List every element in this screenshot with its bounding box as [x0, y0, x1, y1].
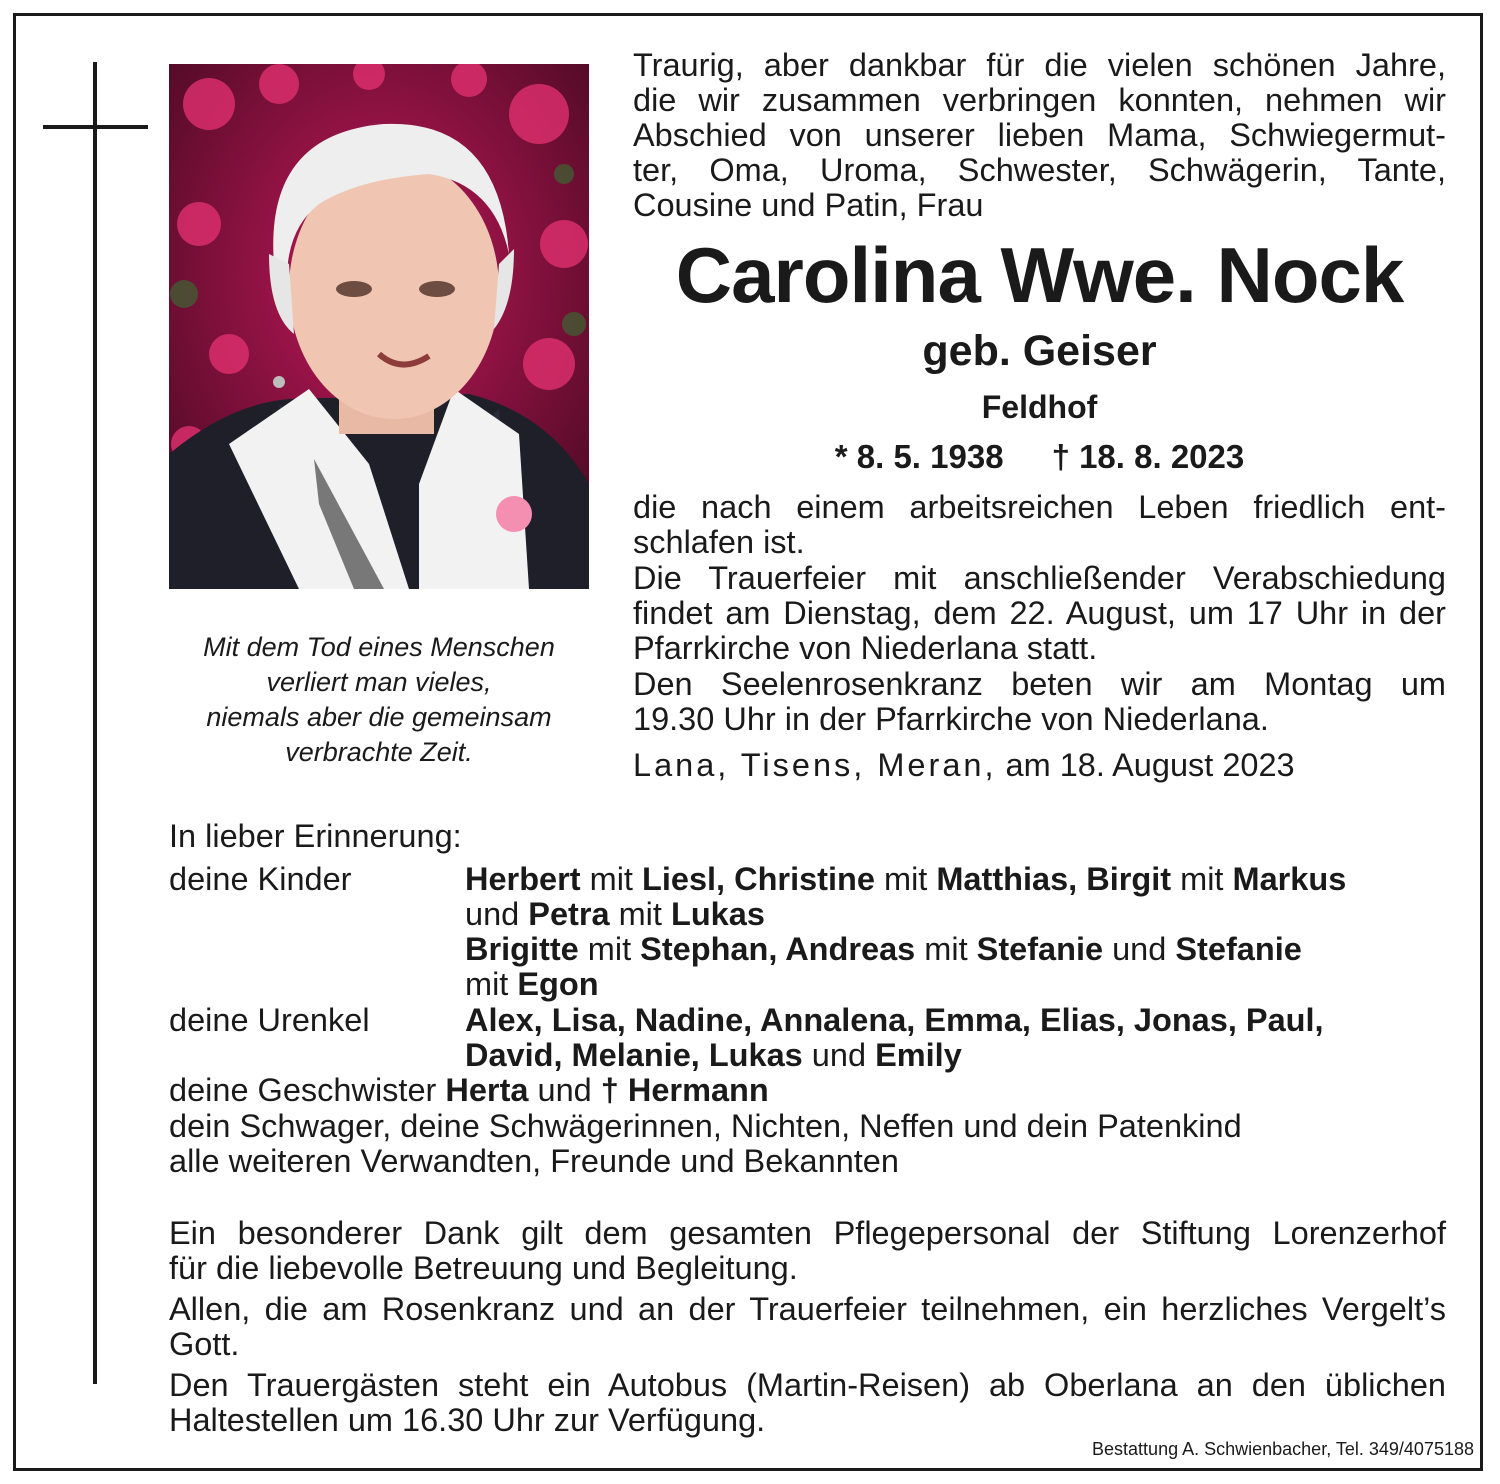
birth-name: geb. Geiser: [922, 327, 1157, 375]
thanks-line: für die liebevolle Betreuung und Begleitung.: [169, 1250, 798, 1286]
intro-line: die wir zusammen verbringen konnten, nehmen wir: [633, 82, 1446, 118]
thanks-line: Gott.: [169, 1326, 240, 1362]
urenkel-line: David, Melanie, Lukas und Emily: [465, 1037, 962, 1073]
body-line: Pfarrkirche von Niederlana statt.: [633, 630, 1098, 666]
deceased-name: Carolina Wwe. Nock: [675, 231, 1404, 319]
funeral-home-footer: Bestattung A. Schwienbacher, Tel. 349/4075188: [1092, 1439, 1474, 1459]
location: Lana, Tisens, Meran,: [633, 747, 997, 783]
farm-name: Feldhof: [981, 389, 1098, 425]
location-date: [633, 748, 1295, 784]
kinder-line: und Petra mit Lukas: [465, 896, 765, 932]
memorial-quote: [169, 630, 589, 770]
body-line: findet am Dienstag, dem 22. August, um 17 Uhr in der: [633, 595, 1446, 631]
urenkel-line: Alex, Lisa, Nadine, Annalena, Emma, Elias, Jonas, Paul,: [465, 1002, 1324, 1038]
geschwister-label: deine Geschwister: [169, 1072, 437, 1108]
body-line: 19.30 Uhr in der Pfarrkirche von Niederlana.: [633, 701, 1269, 737]
death-date: † 18. 8. 2023: [1051, 438, 1245, 475]
thanks-line: Allen, die am Rosenkranz und an der Trauerfeier teilnehmen, ein herzliches Vergelt’s: [169, 1291, 1446, 1327]
quote-line: verbrachte Zeit.: [285, 737, 473, 767]
quote-line: niemals aber die gemeinsam: [206, 702, 552, 732]
intro-line: Cousine und Patin, Frau: [633, 187, 984, 223]
intro-line: Traurig, aber dankbar für die vielen schönen Jahre,: [633, 47, 1446, 83]
thanks-line: Haltestellen um 16.30 Uhr zur Verfügung.: [169, 1402, 766, 1438]
kinder-line: Herbert mit Liesl, Christine mit Matthias, Birgit mit Markus: [465, 861, 1347, 897]
relatives-line: alle weiteren Verwandten, Freunde und Bekannten: [169, 1143, 899, 1179]
kinder-label: deine Kinder: [169, 861, 352, 897]
body-line: Die Trauerfeier mit anschließender Verabschiedung: [633, 560, 1446, 596]
body-line: die nach einem arbeitsreichen Leben friedlich ent-: [633, 489, 1446, 525]
quote-line: verliert man vieles,: [266, 667, 492, 697]
kinder-line: mit Egon: [465, 966, 599, 1002]
urenkel-label: deine Urenkel: [169, 1002, 370, 1038]
intro-line: ter, Oma, Uroma, Schwester, Schwägerin, Tante,: [633, 152, 1446, 188]
birth-date: * 8. 5. 1938: [834, 438, 1004, 475]
thanks-line: Den Trauergästen steht ein Autobus (Martin-Reisen) ab Oberlana an den üblichen: [169, 1367, 1446, 1403]
intro-line: Abschied von unserer lieben Mama, Schwiegermut-: [633, 117, 1446, 153]
body-line: schlafen ist.: [633, 524, 805, 560]
memory-heading: In lieber Erinnerung:: [169, 818, 462, 854]
notice-date: am 18. August 2023: [996, 747, 1295, 783]
relatives-line: dein Schwager, deine Schwägerinnen, Nichten, Neffen und dein Patenkind: [169, 1108, 1242, 1144]
portrait-photo: [169, 64, 589, 589]
body-line: Den Seelenrosenkranz beten wir am Montag um: [633, 666, 1446, 702]
life-dates: [633, 437, 1446, 477]
kinder-line: Brigitte mit Stephan, Andreas mit Stefanie und Stefanie: [465, 931, 1302, 967]
thanks-line: Ein besonderer Dank gilt dem gesamten Pflegepersonal der Stiftung Lorenzerhof: [169, 1215, 1446, 1251]
quote-line: Mit dem Tod eines Menschen: [203, 632, 555, 662]
geschwister-line: deine Geschwister Herta und † Hermann: [169, 1072, 769, 1108]
